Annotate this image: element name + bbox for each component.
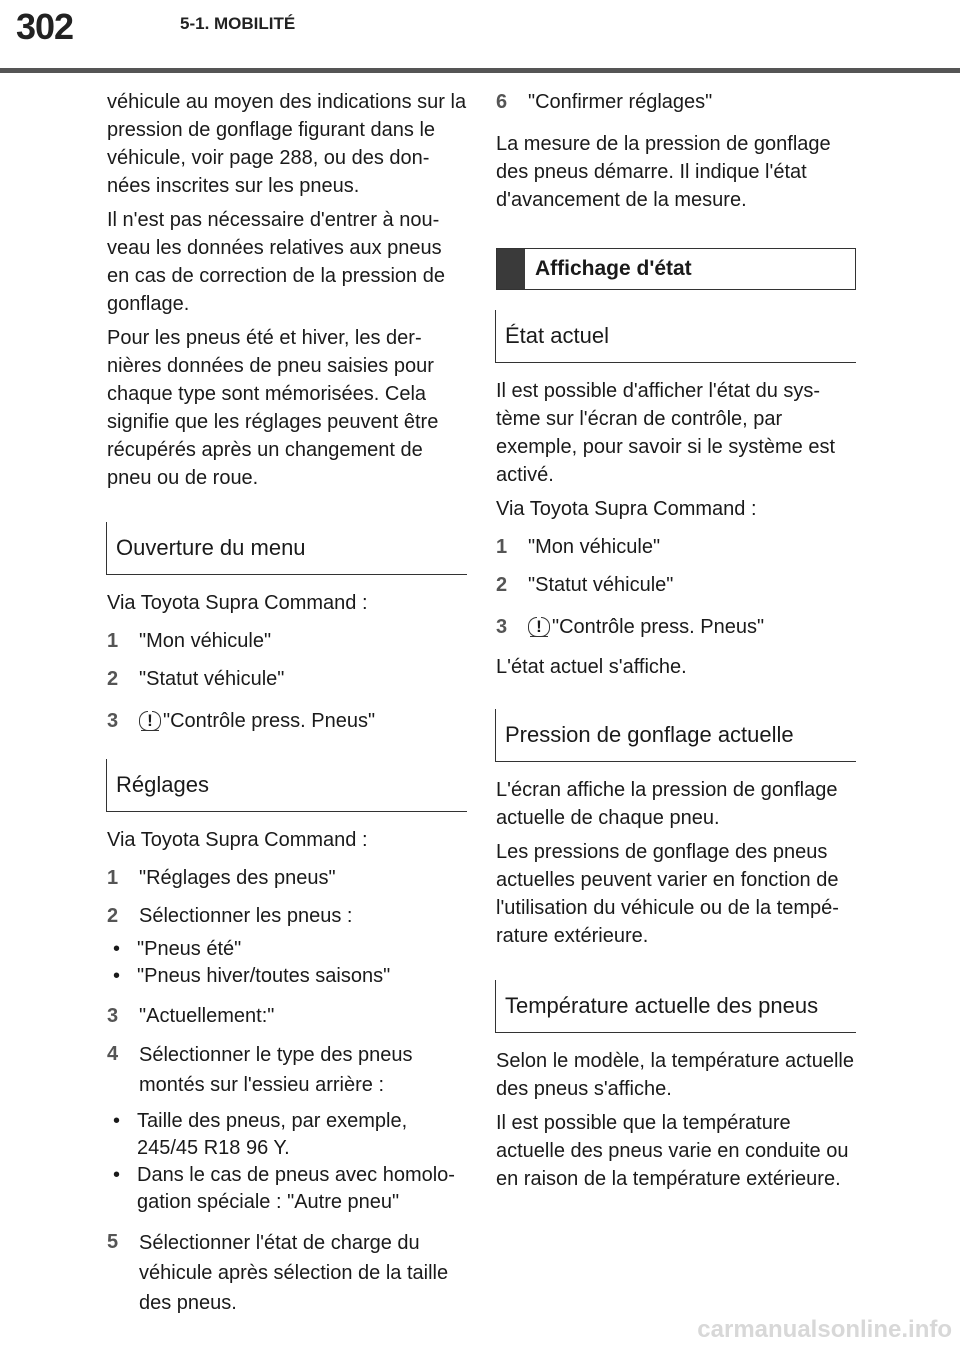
step-text: Sélectionner les pneus : [139,905,353,927]
step-text: "Contrôle press. Pneus" [552,616,765,638]
step-text: "Statut véhicule" [139,668,285,690]
list-item: • Dans le cas de pneus avec homolo-gation spéciale : "Autre pneu" [113,1164,455,1213]
temperature-paragraph: Il est possible que la température actuelle des pneus varie en conduite ou en raison de la température extérieure. [496,1112,849,1190]
status-step [496,571,856,599]
menu-heading: Ouverture du menu [106,522,467,575]
tire-pressure-warning-icon: ! [139,711,161,729]
step-number: 6 [496,91,508,113]
step-number: 1 [107,867,119,889]
settings-step [107,864,467,892]
menu-via-text: Via Toyota Supra Command : [107,592,368,614]
menu-step [107,665,467,693]
page-number: 302 [16,6,74,47]
temperature-heading: Température actuelle des pneus [495,980,856,1033]
step-number: 1 [107,630,119,652]
temperature-paragraph: Selon le modèle, la température actuelle des pneus s'affiche. [496,1050,854,1100]
status-via-text: Via Toyota Supra Command : [496,498,757,520]
section-title: 5-1. MOBILITÉ [180,14,296,33]
tire-season-list [107,936,467,990]
status-paragraph: Il est possible d'afficher l'état du sys-tème sur l'écran de contrôle, par exemple, pour savoir si le système est activé. [496,380,836,486]
menu-step [107,707,467,735]
list-item: • Taille des pneus, par exemple, 245/45 R18 96 Y. [113,1110,408,1159]
step-text: "Actuellement:" [139,1005,275,1027]
current-status-heading: État actuel [495,310,856,363]
confirm-step [496,88,856,116]
pressure-heading: Pression de gonflage actuelle [495,709,856,762]
step-text: "Mon véhicule" [528,536,661,558]
step-number: 2 [107,668,119,690]
tire-type-list [107,1108,467,1216]
step-text: "Mon véhicule" [139,630,272,652]
settings-via-text: Via Toyota Supra Command : [107,829,368,851]
pressure-paragraph: Les pressions de gonflage des pneus actuelles peuvent varier en fonction de l'utilisation du véhicule ou de la tempé-rature extérieure. [496,841,839,947]
header-rule [0,68,960,73]
status-step [496,533,856,561]
settings-step [107,1002,467,1030]
step-number: 3 [107,710,119,732]
step-number: 1 [496,536,508,558]
status-display-heading [496,248,856,290]
watermark: carmanualsonline.info [697,1316,952,1343]
step-text: "Confirmer réglages" [528,91,713,113]
heading-bar [497,249,525,289]
measure-paragraph: La mesure de la pression de gonflage des pneus démarre. Il indique l'état d'avancement de la mesure. [496,133,831,211]
left-column [107,88,467,1330]
pressure-paragraph: L'écran affiche la pression de gonflage actuelle de chaque pneu. [496,779,838,829]
page-header [0,0,960,80]
intro-paragraph: Il n'est pas nécessaire d'entrer à nou-veau les données relatives aux pneus en cas de correction de la pression de gonflage. [107,209,445,315]
menu-step [107,627,467,655]
step-number: 2 [107,905,119,927]
intro-paragraph: Pour les pneus été et hiver, les der-nières données de pneu saisies pour chaque type sont mémorisées. Cela signifie que les réglages peuvent être récupérés après un changement de pneu ou de roue. [107,327,439,489]
settings-step [107,1228,467,1318]
intro-paragraph: véhicule au moyen des indications sur la pression de gonflage figurant dans le véhicule, voir page 288, ou des don-nées inscrites sur les pneus. [107,91,467,197]
step-text: "Contrôle press. Pneus" [163,710,376,732]
step-text: "Réglages des pneus" [139,867,336,889]
list-item: • "Pneus hiver/toutes saisons" [113,965,391,987]
step-number: 4 [107,1043,119,1065]
right-column [496,88,856,1199]
status-result: L'état actuel s'affiche. [496,656,687,678]
heading-text: Affichage d'état [535,257,692,280]
status-step [496,613,856,641]
step-number: 3 [496,616,508,638]
step-number: 3 [107,1005,119,1027]
step-text: Sélectionner l'état de charge du véhicule après sélection de la taille des pneus. [139,1232,449,1314]
step-text: Sélectionner le type des pneus montés sur l'essieu arrière : [139,1044,413,1096]
step-number: 2 [496,574,508,596]
settings-step [107,902,467,930]
settings-heading: Réglages [106,759,467,812]
tire-pressure-warning-icon: ! [528,617,550,635]
list-item: • "Pneus été" [113,938,242,960]
step-text: "Statut véhicule" [528,574,674,596]
step-number: 5 [107,1231,119,1253]
settings-step [107,1040,467,1100]
